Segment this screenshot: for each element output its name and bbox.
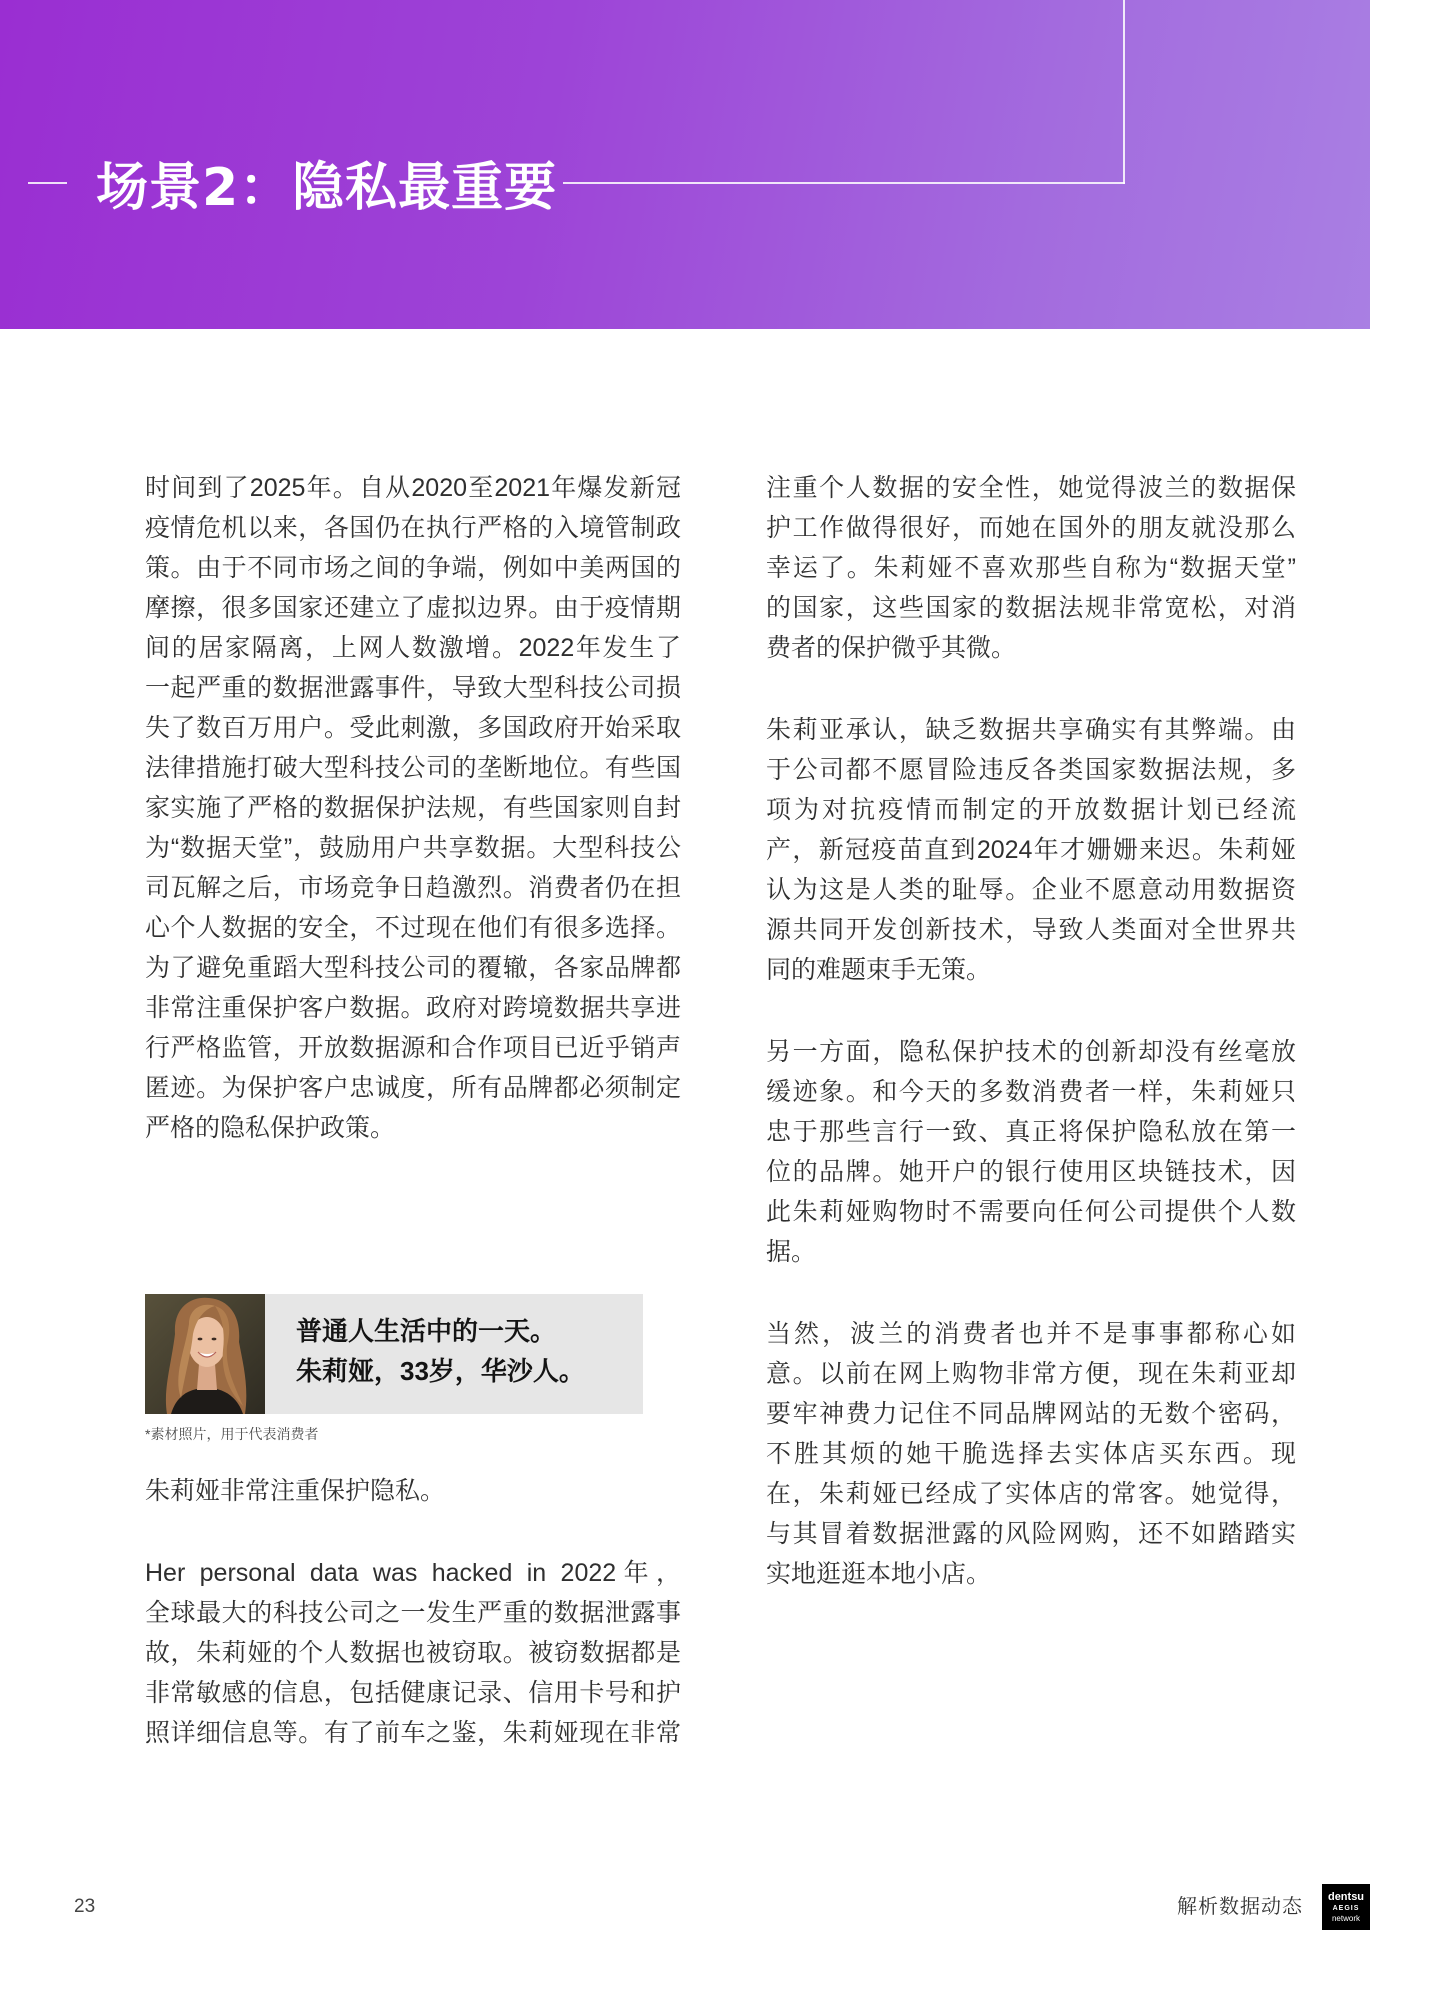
paragraph-line: 据。: [766, 1238, 817, 1266]
paragraph-line: 要牢神费力记住不同品牌网站的无数个密码，: [766, 1400, 1296, 1428]
persona-card-headline: 普通人生活中的一天。: [296, 1316, 557, 1346]
paragraph-line: 同的难题束手无策。: [766, 956, 992, 984]
header-banner: [0, 0, 1370, 329]
intro-line: 摩擦，很多国家还建立了虚拟边界。由于疫情期: [145, 594, 681, 622]
header-frame-vertical-line: [1123, 0, 1125, 184]
hack-story-line: 全球最大的科技公司之一发生严重的数据泄露事: [145, 1599, 681, 1627]
paragraph-line: 位的品牌。她开户的银行使用区块链技术，因: [766, 1158, 1296, 1186]
paragraph-line: 意。以前在网上购物非常方便，现在朱莉亚却: [766, 1360, 1296, 1388]
logo-name: dentsu: [1327, 1891, 1365, 1903]
page-number: 23: [74, 1896, 96, 1917]
intro-line: 非常注重保护客户数据。政府对跨境数据共享进: [145, 994, 681, 1022]
neck: [197, 1364, 217, 1390]
dentsu-aegis-logo: [1322, 1884, 1370, 1930]
persona-card-text: [296, 1311, 585, 1391]
right-eye: [212, 1338, 217, 1341]
intro-line: 时间到了2025年。自从2020至2021年爆发新冠: [145, 474, 681, 502]
intro-paragraph: [145, 468, 681, 1148]
paragraph-line: 与其冒着数据泄露的风险网购，还不如踏踏实: [766, 1520, 1296, 1548]
hack-story-line: 非常敏感的信息，包括健康记录、信用卡号和护: [145, 1679, 681, 1707]
intro-line: 法律措施打破大型科技公司的垄断地位。有些国: [145, 754, 681, 782]
right-paragraph-4: [766, 1314, 1296, 1594]
paragraph-line: 不胜其烦的她干脆选择去实体店买东西。现: [766, 1440, 1296, 1468]
privacy-note-paragraph: [145, 1471, 681, 1511]
paragraph-line: 费者的保护微乎其微。: [766, 634, 1017, 662]
page-title: 场景2：隐私最重要: [96, 158, 558, 218]
paragraph-line: 缓迹象。和今天的多数消费者一样，朱莉娅只: [766, 1078, 1296, 1106]
intro-line: 心个人数据的安全，不过现在他们有很多选择。: [145, 914, 681, 942]
logo-sub: AEGIS: [1332, 1905, 1360, 1912]
paragraph-line: 忠于那些言行一致、真正将保护隐私放在第一: [766, 1118, 1296, 1146]
intro-line: 策。由于不同市场之间的争端，例如中美两国的: [145, 554, 681, 582]
persona-photo: [145, 1294, 265, 1414]
right-paragraph-2: [766, 710, 1296, 990]
right-column: [766, 468, 1296, 1594]
intro-line: 行严格监管，开放数据源和合作项目已近乎销声: [145, 1034, 681, 1062]
intro-line: 失了数百万用户。受此刺激，多国政府开始采取: [145, 714, 681, 742]
hack-story-line: 照详细信息等。有了前车之鉴，朱莉娅现在非常: [145, 1719, 681, 1747]
paragraph-line: 源共同开发创新技术，导致人类面对全世界共: [766, 916, 1296, 944]
paragraph-line: 此朱莉娅购物时不需要向任何公司提供个人数: [766, 1198, 1296, 1226]
intro-line: 家实施了严格的数据保护法规，有些国家则自封: [145, 794, 681, 822]
footer-section-title: 解析数据动态: [1177, 1896, 1303, 1918]
paragraph-line: 于公司都不愿冒险违反各类国家数据法规，多: [766, 756, 1296, 784]
intro-line: 为了避免重蹈大型科技公司的覆辙，各家品牌都: [145, 954, 681, 982]
paragraph-line: 当然，波兰的消费者也并不是事事都称心如: [766, 1320, 1296, 1348]
paragraph-line: 幸运了。朱莉娅不喜欢那些自称为“数据天堂”: [766, 554, 1296, 582]
hack-story-paragraph: [145, 1553, 681, 1753]
paragraph-line: 另一方面，隐私保护技术的创新却没有丝毫放: [766, 1038, 1296, 1066]
paragraph-line: 实地逛逛本地小店。: [766, 1560, 992, 1588]
paragraph-line: 项为对抗疫情而制定的开放数据计划已经流: [766, 796, 1296, 824]
photo-caption: *素材照片，用于代表消费者: [145, 1426, 319, 1442]
header-frame-left-line: [28, 182, 67, 184]
intro-line: 一起严重的数据泄露事件，导致大型科技公司损: [145, 674, 681, 702]
intro-line: 司瓦解之后，市场竞争日趋激烈。消费者仍在担: [145, 874, 681, 902]
persona-card-identity: 朱莉娅，33岁，华沙人。: [296, 1356, 585, 1386]
persona-card: [145, 1294, 643, 1414]
paragraph-line: 的国家，这些国家的数据法规非常宽松，对消: [766, 594, 1296, 622]
hack-story-line: Her personal data was hacked in 2022年，: [145, 1559, 681, 1587]
right-paragraph-3: [766, 1032, 1296, 1272]
intro-line: 匿迹。为保护客户忠诚度，所有品牌都必须制定: [145, 1074, 681, 1102]
privacy-note-line: 朱莉娅非常注重保护隐私。: [145, 1477, 446, 1505]
hack-story-line: 故，朱莉娅的个人数据也被窃取。被窃数据都是: [145, 1639, 681, 1667]
header-frame-horizontal-line: [563, 182, 1125, 184]
paragraph-line: 产，新冠疫苗直到2024年才姗姗来迟。朱莉娅: [766, 836, 1296, 864]
logo-tagline: network: [1331, 1914, 1360, 1923]
intro-line: 疫情危机以来，各国仍在执行严格的入境管制政: [145, 514, 681, 542]
left-eye: [198, 1338, 203, 1341]
paragraph-line: 注重个人数据的安全性，她觉得波兰的数据保: [766, 474, 1296, 502]
intro-line: 为“数据天堂”，鼓励用户共享数据。大型科技公: [145, 834, 681, 862]
paragraph-line: 认为这是人类的耻辱。企业不愿意动用数据资: [766, 876, 1296, 904]
paragraph-line: 朱莉亚承认，缺乏数据共享确实有其弊端。由: [766, 716, 1296, 744]
paragraph-line: 在，朱莉娅已经成了实体店的常客。她觉得，: [766, 1480, 1296, 1508]
right-paragraph-1: [766, 468, 1296, 668]
intro-line: 严格的隐私保护政策。: [145, 1114, 396, 1142]
paragraph-line: 护工作做得很好，而她在国外的朋友就没那么: [766, 514, 1296, 542]
intro-line: 间的居家隔离，上网人数激增。2022年发生了: [145, 634, 681, 662]
